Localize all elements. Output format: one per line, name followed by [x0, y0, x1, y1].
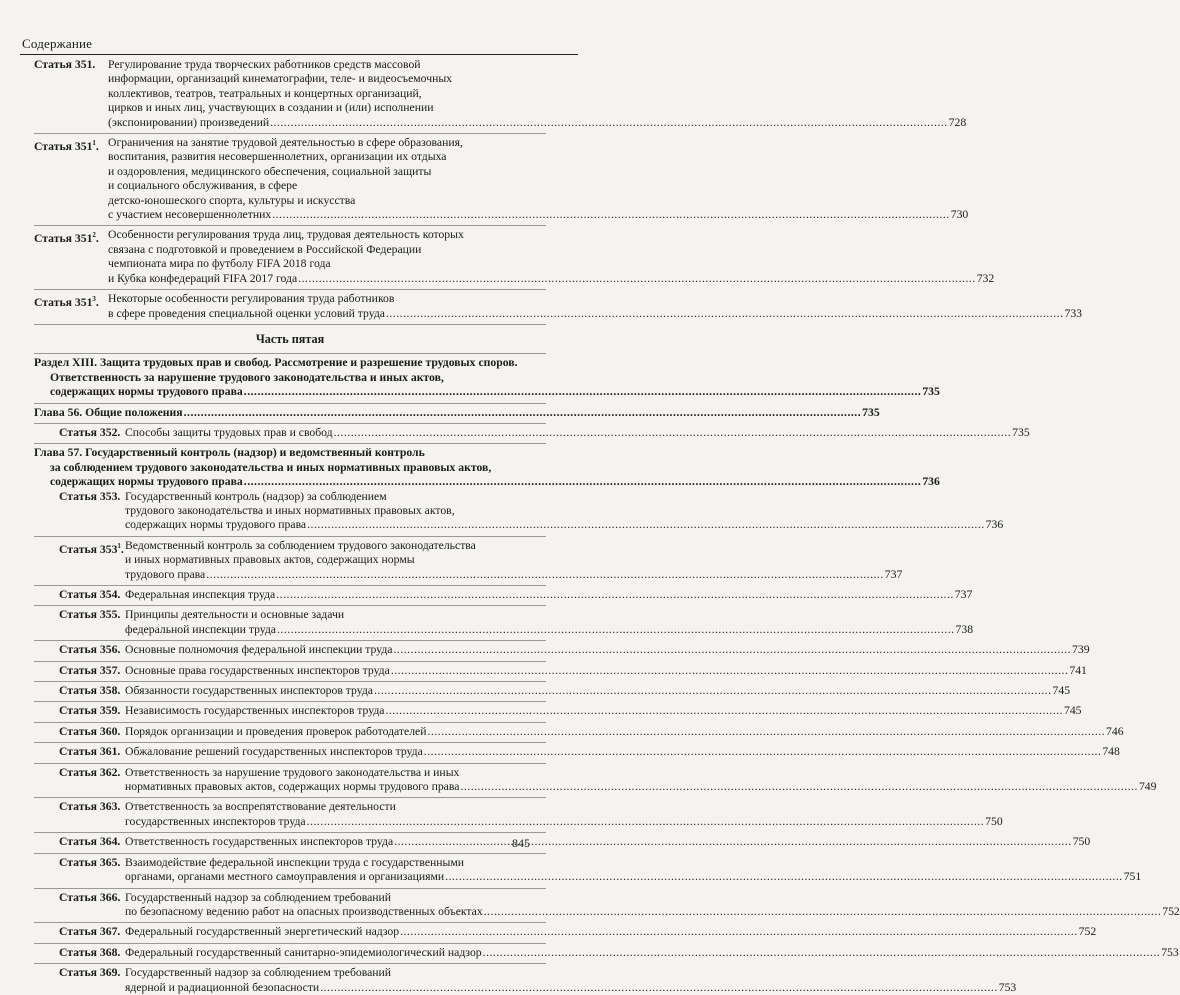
- toc-top-articles: [34, 58, 1083, 325]
- article-label-text: Статья 363.: [59, 800, 121, 814]
- leader-dots: [307, 815, 985, 829]
- article-body: [125, 925, 1096, 939]
- article-label: Статья 352.: [59, 425, 121, 439]
- article-last-line: [125, 870, 1141, 884]
- toc-section-13: [34, 356, 940, 399]
- article-label: [59, 684, 125, 698]
- article-line: [125, 856, 1141, 870]
- article-label: [34, 228, 108, 286]
- article-body: [108, 136, 968, 222]
- separator: [34, 443, 546, 444]
- article-last-text: органами, органами местного самоуправления и организациями: [125, 870, 445, 884]
- article-label: [59, 766, 125, 795]
- article-label-text: Статья 369.: [59, 966, 121, 980]
- article-line: [125, 766, 1156, 780]
- article-last-text: федеральной инспекции труда: [125, 622, 276, 636]
- leader-dots: [483, 946, 1161, 960]
- page-number: 730: [950, 208, 969, 222]
- article-last-text: нормативных правовых актов, содержащих нормы трудового права: [125, 780, 460, 794]
- article-label-text: Статья 351: [34, 295, 93, 309]
- separator: [34, 353, 546, 354]
- toc-article: [34, 663, 1087, 678]
- article-label-dot: .: [95, 295, 99, 309]
- article-line-text: Некоторые особенности регулирования труда работников: [108, 292, 395, 306]
- page-number: 752: [1078, 925, 1097, 939]
- page-number: 753: [998, 980, 1017, 994]
- article-line: [108, 150, 968, 164]
- article-last-line: [125, 946, 1179, 960]
- article-label: [59, 800, 125, 829]
- article-label-text: Статья 355.: [59, 608, 121, 622]
- article-label-text: Статья 351.: [34, 58, 96, 71]
- article-last-text: ядерной и радиационной безопасности: [125, 980, 320, 994]
- toc-article: [34, 643, 1090, 657]
- separator: [34, 536, 546, 537]
- article-label: [59, 745, 125, 759]
- article-label: [59, 704, 125, 718]
- article-body: [125, 800, 1003, 829]
- article-line-text: Ответственность за нарушение трудового законодательства и иных: [125, 765, 460, 779]
- article-label-text: Статья 351: [34, 232, 93, 246]
- page-number: 735: [922, 385, 940, 399]
- leader-dots: [184, 406, 862, 420]
- article-line: [108, 257, 994, 271]
- article-line-text: Ведомственный контроль за соблюдением трудового законодательства: [125, 538, 476, 552]
- article-line: [108, 194, 968, 208]
- article-label-text: Статья 359.: [59, 704, 121, 718]
- article-body: [125, 588, 972, 602]
- article-line: [108, 72, 966, 86]
- article-last-text: (экспонировании) произведений: [108, 115, 270, 129]
- article-label: [34, 136, 108, 222]
- article-last-line: [125, 925, 1096, 939]
- article-body: [125, 856, 1141, 885]
- article-last-text: Обязанности государственных инспекторов труда: [125, 684, 373, 698]
- article-label-dot: .: [95, 139, 99, 153]
- page-number: 736: [985, 518, 1004, 532]
- article-last-line: [125, 725, 1124, 739]
- article-line-text: коллективов, театров, театральных и концертных организаций,: [108, 86, 422, 100]
- toc-article: [34, 704, 1082, 718]
- article-last-line: [108, 208, 968, 222]
- article-last-text: Ответственность государственных инспекторов труда: [125, 835, 394, 849]
- article-label-text: Статья 354.: [59, 588, 121, 601]
- separator: [34, 888, 546, 889]
- leader-dots: [320, 981, 998, 995]
- part-title: Часть пятая: [255, 331, 325, 346]
- page-number: 736: [922, 475, 940, 489]
- article-last-text: в сфере проведения специальной оценки условий труда: [108, 306, 385, 320]
- article-last-line: [125, 643, 1090, 657]
- page-number: 749: [1138, 780, 1157, 794]
- page-number: 745: [1052, 684, 1071, 698]
- separator: [34, 585, 546, 586]
- toc-article: [34, 292, 1083, 321]
- section-last-text: содержащих нормы трудового права: [50, 385, 243, 399]
- article-label-text: Статья 365.: [59, 855, 121, 869]
- page-number: 732: [976, 271, 995, 285]
- article-line-text: Взаимодействие федеральной инспекции труда с государственными: [125, 855, 465, 869]
- leader-dots: [393, 643, 1071, 657]
- article-body: [125, 966, 1016, 995]
- article-last-line: [125, 588, 972, 602]
- article-line: [108, 243, 994, 257]
- article-last-text: Основные права государственных инспекторов труда: [125, 663, 390, 677]
- article-line-text: Государственный надзор за соблюдением требований: [125, 890, 392, 904]
- article-label: [59, 725, 125, 739]
- article-line-text: Государственный надзор за соблюдением требований: [125, 966, 392, 980]
- article-label-text: Статья 353.: [59, 489, 121, 503]
- article-body: [125, 643, 1090, 657]
- toc-article: [34, 608, 974, 637]
- article-line-text: и социального обслуживания, в сфере: [108, 179, 298, 193]
- toc-article: [34, 136, 969, 222]
- article-line: [125, 539, 902, 553]
- article-line-text: Государственный контроль (надзор) за соблюдением: [125, 489, 387, 503]
- article-last-text: трудового права: [125, 567, 206, 581]
- toc-article: [34, 800, 1003, 829]
- toc-article: [34, 945, 1179, 960]
- chapter-last-text: содержащих нормы трудового права: [50, 475, 243, 489]
- leader-dots: [244, 475, 922, 489]
- article-label-text: Статья 361.: [59, 745, 121, 759]
- separator: [34, 640, 546, 641]
- leader-dots: [391, 664, 1069, 678]
- article-label-text: Статья 367.: [59, 925, 121, 939]
- toc-article: [34, 745, 1120, 759]
- article-line: [108, 58, 966, 72]
- article-line-text: Принципы деятельности и основные задачи: [125, 608, 345, 622]
- page-number: 741: [1069, 663, 1087, 677]
- header-rule: [20, 54, 578, 55]
- article-label-text: Статья 368.: [59, 945, 121, 959]
- article-line: [108, 165, 968, 179]
- article-last-text: Федеральная инспекция труда: [125, 588, 276, 601]
- page-number: 753: [1161, 945, 1179, 959]
- article-line-text: Регулирование труда творческих работников средств массовой: [108, 58, 421, 71]
- leader-dots: [385, 704, 1063, 718]
- article-last-line: [125, 835, 1090, 849]
- article-line-text: чемпионата мира по футболу FIFA 2018 года: [108, 257, 331, 271]
- article-line-text: Ответственность за воспрепятствование деятельности: [125, 800, 396, 814]
- leader-dots: [298, 272, 976, 286]
- leader-dots: [374, 684, 1052, 698]
- article-line: [125, 608, 973, 622]
- article-body: [125, 835, 1090, 849]
- article-line: [125, 504, 1003, 518]
- article-body: [125, 766, 1156, 795]
- article-label: [59, 891, 125, 920]
- article-last-text: содержащих нормы трудового права: [125, 518, 307, 532]
- toc-article: [34, 835, 1091, 849]
- toc-article: [34, 890, 1180, 920]
- article-line: [108, 292, 1082, 306]
- separator: [34, 681, 546, 682]
- article-label-dot: .: [120, 542, 124, 556]
- article-line: [125, 490, 1003, 504]
- page-number: 735: [862, 405, 880, 419]
- leader-dots: [334, 426, 1012, 440]
- separator: [34, 605, 546, 606]
- leader-dots: [386, 307, 1064, 321]
- article-body: [125, 664, 1087, 678]
- article-superscript: 2: [92, 231, 96, 240]
- article-body: [125, 704, 1082, 718]
- article-last-line: [125, 780, 1156, 794]
- article-line: [108, 101, 966, 115]
- page-number: 738: [955, 622, 974, 636]
- toc-article: [34, 925, 1097, 939]
- separator: [34, 289, 546, 290]
- article-label-text: Статья 366.: [59, 890, 121, 904]
- article-label-text: Статья 362.: [59, 765, 121, 779]
- toc-article: [34, 489, 1004, 533]
- article-superscript: 3: [92, 295, 96, 304]
- article-last-text: с участием несовершеннолетних: [108, 208, 272, 222]
- page-folio: 845: [512, 836, 530, 850]
- page-number: 735: [1012, 425, 1030, 439]
- leader-dots: [272, 208, 950, 222]
- page-number: 751: [1123, 870, 1142, 884]
- page-number: 733: [1064, 306, 1083, 320]
- separator: [34, 963, 546, 964]
- article-last-text: по безопасному ведению работ на опасных производственных объектах: [125, 904, 483, 918]
- article-last-line: [125, 568, 902, 582]
- article-last-line: [125, 981, 1016, 995]
- table-of-contents: [34, 58, 1180, 995]
- article-last-text: Федеральный государственный энергетический надзор: [125, 925, 400, 939]
- separator: [34, 423, 546, 424]
- article-line-text: цирков и иных лиц, участвующих в создании и (или) исполнении: [108, 101, 434, 115]
- page-number: 728: [948, 115, 967, 129]
- article-body: [108, 228, 994, 286]
- separator: [34, 225, 546, 226]
- article-label: [59, 856, 125, 885]
- article-line: [108, 87, 966, 101]
- leader-dots: [460, 780, 1138, 794]
- leader-dots: [400, 925, 1078, 939]
- article-line: [125, 891, 1180, 905]
- section-first-line: Раздел XIII. Защита трудовых прав и свобод. Рассмотрение и разрешение трудовых споров.: [34, 356, 518, 370]
- article-line-text: связана с подготовкой и проведением в Российской Федерации: [108, 242, 422, 256]
- toc-article: [34, 588, 973, 602]
- article-body: [125, 725, 1124, 739]
- chapter-last-line: [34, 475, 940, 489]
- separator: [34, 853, 546, 854]
- article-label-text: Статья 358.: [59, 684, 121, 698]
- separator: [34, 763, 546, 764]
- separator: [34, 403, 546, 404]
- article-label-text: Статья 353: [59, 542, 118, 556]
- chapter-first-line: Глава 57. Государственный контроль (надзор) и ведомственный контроль: [34, 446, 425, 460]
- article-last-line: [125, 664, 1087, 678]
- separator: [34, 701, 546, 702]
- toc-article: [34, 855, 1142, 885]
- leader-dots: [270, 116, 948, 130]
- leader-dots: [276, 588, 954, 602]
- leader-dots: [244, 385, 922, 399]
- article-line-text: Ограничения на занятие трудовой деятельностью в сфере образования,: [108, 136, 463, 150]
- article-line: [108, 136, 968, 150]
- article-line-text: Особенности регулирования труда лиц, трудовая деятельность которых: [108, 228, 464, 242]
- leader-dots: [307, 518, 985, 532]
- separator: [34, 742, 546, 743]
- article-body: [108, 292, 1082, 321]
- article-label: [59, 664, 125, 678]
- article-label-text: Статья 360.: [59, 724, 121, 738]
- separator: [34, 943, 546, 944]
- chapter-line: за соблюдением трудового законодательства и иных нормативных правовых актов,: [50, 460, 492, 474]
- article-line-text: трудового законодательства и иных нормативных правовых актов,: [125, 503, 455, 517]
- section-line: Ответственность за нарушение трудового законодательства и иных актов,: [50, 370, 444, 384]
- section-last-line: [34, 385, 940, 399]
- page-number: 750: [985, 814, 1003, 828]
- article-last-line: [125, 684, 1070, 698]
- article-last-line: [125, 704, 1082, 718]
- article-body: [125, 539, 902, 582]
- article-label: [59, 835, 125, 849]
- article-label: [59, 608, 125, 637]
- toc-article: [34, 58, 967, 130]
- leader-dots: [424, 745, 1102, 759]
- toc-article: [34, 966, 1017, 995]
- article-line: [125, 800, 1003, 814]
- article-line-text: и оздоровления, медицинского обеспечения, социальной защиты: [108, 164, 432, 178]
- toc-bottom-articles: [34, 489, 1180, 995]
- article-line-text: воспитания, развития несовершеннолетних, организации их отдыха: [108, 150, 447, 164]
- separator: [34, 797, 546, 798]
- page-number: 739: [1072, 643, 1090, 657]
- article-body: [125, 608, 973, 637]
- separator: [34, 324, 546, 325]
- separator: [34, 661, 546, 662]
- article-body: [125, 745, 1120, 759]
- leader-dots: [445, 870, 1123, 884]
- article-label-dot: .: [95, 232, 99, 246]
- separator: [34, 133, 546, 134]
- leader-dots: [484, 905, 1162, 919]
- article-label: [59, 925, 125, 939]
- toc-article-352: [34, 425, 1030, 440]
- page-number: 752: [1162, 904, 1180, 918]
- toc-article: [34, 765, 1157, 795]
- article-line: [125, 553, 902, 567]
- article-last-text: государственных инспекторов труда: [125, 814, 306, 828]
- article-superscript: 1: [92, 139, 96, 148]
- page-number: 748: [1102, 745, 1120, 759]
- article-last-line: [108, 307, 1082, 321]
- article-label-text: Статья 357.: [59, 663, 121, 677]
- separator: [34, 832, 546, 833]
- article-label: [59, 588, 125, 602]
- article-line-text: детско-юношеского спорта, культуры и искусства: [108, 193, 356, 207]
- article-last-line: [108, 272, 994, 286]
- article-line: [125, 966, 1016, 980]
- article-last-line: [108, 116, 966, 130]
- leader-dots: [206, 568, 884, 582]
- article-last-line: [125, 745, 1120, 759]
- article-label: [59, 966, 125, 995]
- article-body: [125, 684, 1070, 698]
- toc-chapter-57: [34, 446, 940, 489]
- separator: [34, 922, 546, 923]
- toc-article: [34, 684, 1071, 698]
- toc-article: [34, 724, 1124, 739]
- article-last-text: Основные полномочия федеральной инспекции труда: [125, 643, 393, 657]
- article-last-line: [125, 905, 1180, 919]
- article-last-line: [125, 623, 973, 637]
- chapter-text: Глава 56. Общие положения: [34, 405, 183, 419]
- toc-chapter-56: [34, 405, 880, 420]
- article-body: [108, 58, 966, 130]
- toc-article: [34, 538, 903, 582]
- article-label: [59, 490, 125, 533]
- article-label: [59, 946, 125, 960]
- page-number: 745: [1063, 704, 1082, 718]
- separator: [34, 722, 546, 723]
- article-line: [108, 179, 968, 193]
- leader-dots: [394, 835, 1072, 849]
- article-line-text: и иных нормативных правовых актов, содержащих нормы: [125, 553, 415, 567]
- article-last-text: и Кубка конфедераций FIFA 2017 года: [108, 271, 298, 285]
- article-superscript: 1: [117, 541, 121, 550]
- article-last-text: Федеральный государственный санитарно-эпидемиологический надзор: [125, 945, 482, 959]
- article-label: [59, 539, 125, 582]
- page-number: 746: [1106, 724, 1124, 738]
- article-label: [34, 292, 108, 321]
- article-label: [59, 643, 125, 657]
- article-label: [34, 58, 108, 130]
- article-body: [125, 891, 1180, 920]
- leader-dots: [277, 623, 955, 637]
- article-text: Способы защиты трудовых прав и свобод: [125, 425, 333, 439]
- article-body: [125, 946, 1179, 960]
- page-number: 750: [1072, 835, 1091, 849]
- article-label-text: Статья 351: [34, 139, 93, 153]
- article-line: [108, 228, 994, 242]
- toc-article: [34, 228, 995, 286]
- page-number: 737: [954, 588, 973, 601]
- article-last-text: Обжалование решений государственных инспекторов труда: [125, 745, 423, 759]
- article-last-text: Независимость государственных инспекторов труда: [125, 704, 385, 718]
- article-last-line: [125, 518, 1003, 532]
- page-number: 737: [884, 567, 903, 581]
- article-last-text: Порядок организации и проведения проверок работодателей: [125, 724, 427, 738]
- article-line-text: информации, организаций кинематографии, теле- и видеосъемочных: [108, 72, 453, 86]
- article-label-text: Статья 356.: [59, 643, 121, 657]
- leader-dots: [428, 725, 1106, 739]
- article-label-text: Статья 364.: [59, 835, 121, 849]
- article-last-line: [125, 815, 1003, 829]
- running-head: Содержание: [22, 36, 93, 51]
- article-body: [125, 490, 1003, 533]
